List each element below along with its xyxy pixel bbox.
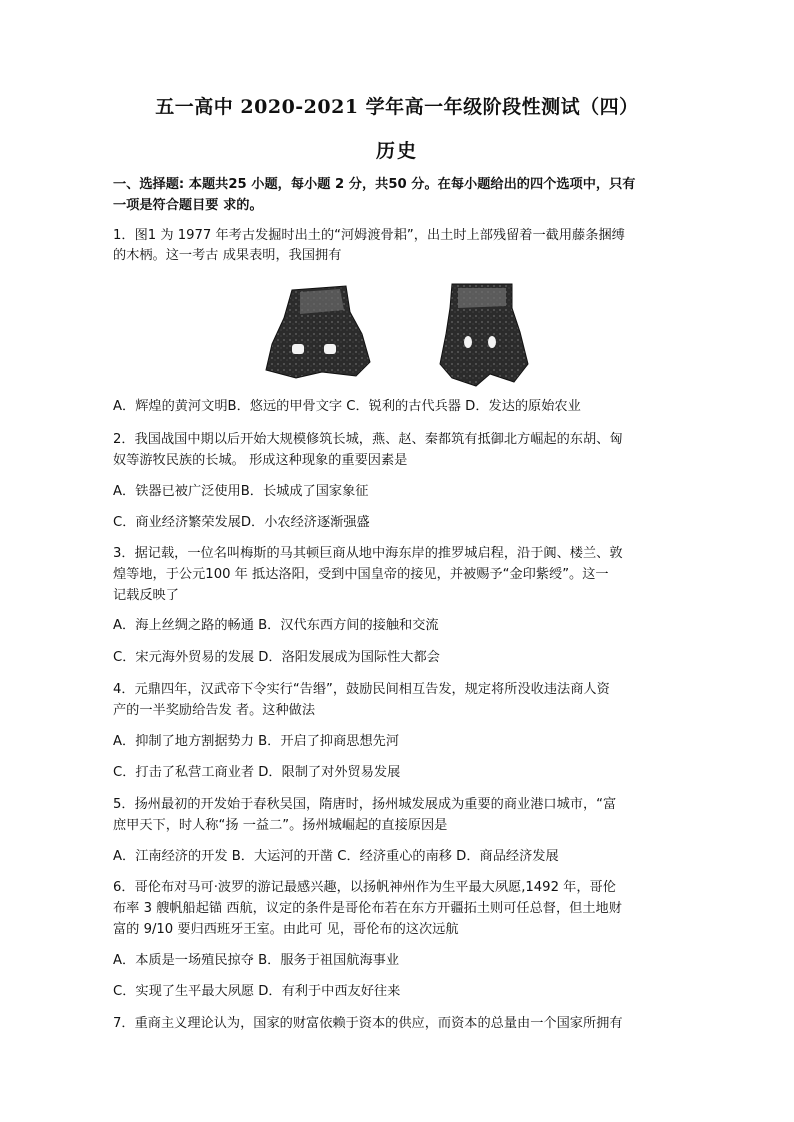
q2-stem-line2: 奴等游牧民族的长城。 形成这种现象的重要因素是 [113, 453, 408, 468]
bone-spade-figure [0, 278, 794, 388]
q4-options-line1: A．抑制了地方割据势力 B．开启了抑商思想先河 [113, 734, 400, 749]
q3-options-line1: A．海上丝绸之路的畅通 B．汉代东西方间的接触和交流 [113, 618, 439, 633]
q6-options-line2: C．实现了生平最大夙愿 D．有利于中西友好往来 [113, 984, 401, 999]
q3-options-line2: C．宋元海外贸易的发展 D．洛阳发展成为国际性大都会 [113, 650, 440, 665]
q2-stem-line1: 2．我国战国中期以后开始大规模修筑长城，燕、赵、秦都筑有抵御北方崛起的东胡、匈 [113, 432, 623, 447]
q6-stem-line1: 6．哥伦布对马可·波罗的游记最感兴趣，以扬帆神州作为生平最大夙愿,1492 年，哥伦 [113, 880, 616, 895]
subject-title: 历史 [375, 140, 418, 162]
q5-options: A．江南经济的开发 B．大运河的开凿 C．经济重心的南移 D．商品经济发展 [113, 849, 559, 864]
q3-stem-line1: 3．据记载，一位名叫梅斯的马其顿巨商从地中海东岸的推罗城启程，沿于阗、楼兰、敦 [113, 546, 623, 561]
q3-stem-line2: 煌等地，于公元100 年 抵达洛阳，受到中国皇帝的接见，并被赐予“金印紫绶”。这一 [113, 567, 609, 582]
q6-stem-line2: 布率 3 艘帆船起锚 西航，议定的条件是哥伦布若在东方开疆拓土则可任总督，但土地财 [113, 901, 622, 916]
q4-stem-line1: 4．元鼎四年，汉武帝下令实行“告缗”，鼓励民间相互告发，规定将所没收违法商人资 [113, 682, 610, 697]
q2-options-line2: C．商业经济繁荣发展D．小农经济逐渐强盛 [113, 515, 370, 530]
bone-spade-left-image [266, 286, 370, 378]
q5-stem-line2: 庶甲天下，时人称“扬 一益二”。扬州城崛起的直接原因是 [113, 818, 448, 833]
q2-options-line1: A．铁器已被广泛使用B．长城成了国家象征 [113, 484, 369, 499]
exam-title: 五一高中 2020-2021 学年高一年级阶段性测试（四） [155, 96, 639, 118]
q6-stem-line3: 富的 9/10 要归西班牙王室。由此可 见，哥伦布的这次远航 [113, 922, 459, 937]
q4-options-line2: C．打击了私营工商业者 D．限制了对外贸易发展 [113, 765, 401, 780]
section-instructions-line2: 一项是符合题目要 求的。 [113, 198, 263, 213]
q1-figure [0, 278, 794, 388]
q3-stem-line3: 记载反映了 [113, 588, 179, 603]
q1-stem-line2: 的木柄。这一考古 成果表明，我国拥有 [113, 248, 342, 263]
q7-stem-line1: 7．重商主义理论认为，国家的财富依赖于资本的供应，而资本的总量由一个国家所拥有 [113, 1016, 623, 1031]
q1-options: A．辉煌的黄河文明B．悠远的甲骨文字 C．锐利的古代兵器 D．发达的原始农业 [113, 399, 581, 414]
q1-stem-line1: 1．图1 为 1977 年考古发掘时出土的“河姆渡骨耜”，出土时上部残留着一截用藤条捆缚 [113, 228, 625, 243]
bone-spade-right-image [440, 284, 528, 386]
q6-options-line1: A．本质是一场殖民掠夺 B．服务于祖国航海事业 [113, 953, 400, 968]
q4-stem-line2: 产的一半奖励给告发 者。这种做法 [113, 703, 316, 718]
section-instructions-line1: 一、选择题: 本题共25 小题，每小题 2 分，共50 分。在每小题给出的四个选项中，只有 [113, 177, 636, 192]
q5-stem-line1: 5．扬州最初的开发始于春秋吴国，隋唐时，扬州城发展成为重要的商业港口城市，“富 [113, 797, 617, 812]
